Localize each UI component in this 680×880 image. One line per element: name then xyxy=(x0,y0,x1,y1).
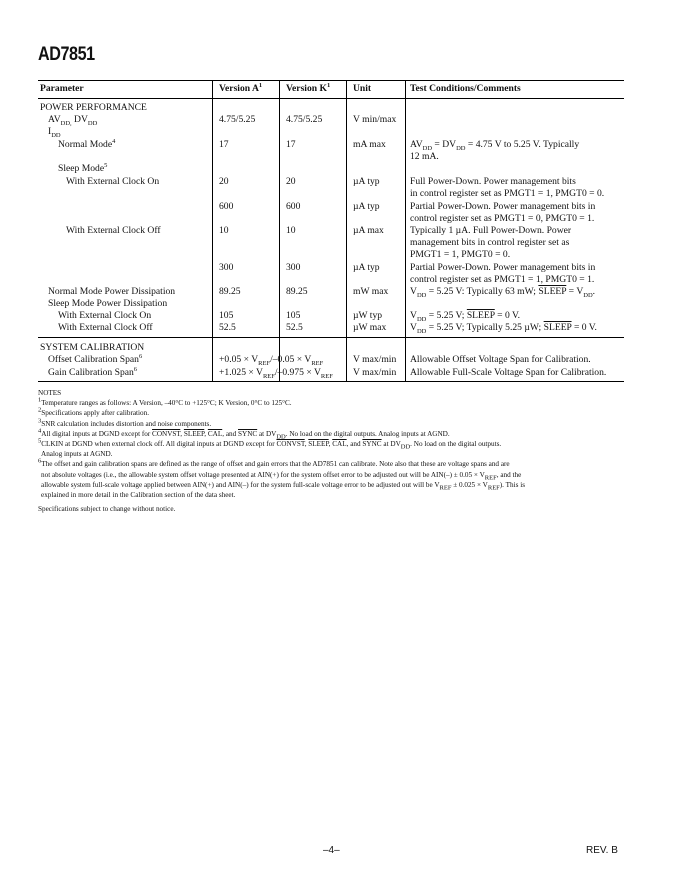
page-title: AD7851 xyxy=(38,44,95,65)
footnote: Analog inputs at AGND. xyxy=(41,450,113,459)
unit-value: V max/min xyxy=(353,354,397,365)
change-notice: Specifications subject to change without notice. xyxy=(38,505,176,514)
column-divider xyxy=(279,80,280,381)
row-label: Normal Mode Power Dissipation xyxy=(48,286,176,297)
row-label: Normal Mode$^4$ xyxy=(58,137,116,150)
comment: Typically 1 µA. Full Power-Down. Power xyxy=(410,225,572,236)
unit-value: µW max xyxy=(353,322,387,333)
row-label: With External Clock Off xyxy=(58,322,153,333)
footnote: explained in more detail in the Calibration section of the data sheet. xyxy=(41,491,236,500)
header-version-a: Version $A^1$ xyxy=(219,81,263,94)
footnote: $^6$The offset and gain calibration spans are defined as the range of offset and gain errors that the AD7851 can calibrate. Note also that these are voltage spans and are xyxy=(38,458,510,469)
comment: Partial Power-Down. Power management bits in xyxy=(410,262,596,273)
column-divider xyxy=(405,80,406,381)
version-a-value: 105 xyxy=(219,310,234,321)
footnote: $^5$CLKIN at DGND when external clock off. All digital inputs at DGND except for CONVST, SLEEP, $\overline{CAL}$, and SYNC at $DV_{DD}$. No load on the digital outputs. xyxy=(38,437,502,451)
row-label: Sleep Mode$^5$ xyxy=(58,161,108,174)
footnote: allowable system full-scale voltage applied between AIN(+) and AIN(–) for the system full-scale voltage error to be adjusted out will be $V_{REF} \pm 0.025 \times V_{REF}$). This is xyxy=(41,480,526,492)
column-divider xyxy=(346,80,347,381)
notes-heading: NOTES xyxy=(38,389,62,397)
row-label: With External Clock On xyxy=(58,310,152,321)
comment: management bits in control register set as xyxy=(410,237,570,248)
header-parameter: Parameter xyxy=(40,83,84,94)
unit-value: µA typ xyxy=(353,201,380,212)
comment: control register set as PMGT1 = 1, PMGT0 = 1. xyxy=(410,274,595,285)
version-k-value: 17 xyxy=(286,139,296,150)
version-value: $+1.025 \times V_{REF}/-0.975 \times V_{REF}$ xyxy=(219,367,333,380)
comment: $V_{DD} = 5.25$ V: Typically 63 mW; SLEEP = $V_{DD}$. xyxy=(410,286,596,299)
unit-value: µA typ xyxy=(353,262,380,273)
version-k-value: 300 xyxy=(286,262,301,273)
revision-label: REV. B xyxy=(586,845,618,856)
comment: Partial Power-Down. Power management bits in xyxy=(410,201,596,212)
row-label: Sleep Mode Power Dissipation xyxy=(48,298,168,309)
section-rule xyxy=(38,337,624,338)
header-unit: Unit xyxy=(353,83,372,94)
footnote: $^1$Temperature ranges as follows: A Version, –40°C to +125°C; K Version, 0°C to 125°C. xyxy=(38,396,292,408)
footnote: $^2$Specifications apply after calibration. xyxy=(38,407,150,418)
section-heading: SYSTEM CALIBRATION xyxy=(40,342,145,353)
row-label: With External Clock On xyxy=(66,176,160,187)
comment: $V_{DD} = 5.25$ V; Typically 5.25 µW; SLEEP = 0 V. xyxy=(410,322,597,335)
comment: Full Power-Down. Power management bits xyxy=(410,176,576,187)
version-k-value: 20 xyxy=(286,176,296,187)
comment: control register set as PMGT1 = 0, PMGT0 = 1. xyxy=(410,213,595,224)
version-k-value: 52.5 xyxy=(286,322,303,333)
version-k-value: 4.75/5.25 xyxy=(286,114,323,125)
comment: Allowable Full-Scale Voltage Span for Calibration. xyxy=(410,367,607,378)
unit-value: mA max xyxy=(353,139,386,150)
header-version-k: Version $K^1$ xyxy=(286,81,331,94)
comment: PMGT1 = 1, PMGT0 = 0. xyxy=(410,249,511,260)
notes-section xyxy=(38,388,628,514)
comment: in control register set as PMGT1 = 1, PMGT0 = 0. xyxy=(410,188,605,199)
version-a-value: 10 xyxy=(219,225,229,236)
comment: $V_{DD} = 5.25$ V; SLEEP = 0 V. xyxy=(410,310,521,323)
row-label: Offset Calibration Span$^6$ xyxy=(48,352,143,365)
row-label: $I_{DD}$ xyxy=(48,126,61,139)
unit-value: mW max xyxy=(353,286,389,297)
comment: 12 mA. xyxy=(410,151,439,162)
column-divider xyxy=(212,80,213,381)
row-label: With External Clock Off xyxy=(66,225,161,236)
version-a-value: 52.5 xyxy=(219,322,236,333)
footnote: $^4$All digital inputs at DGND except for CONVST, SLEEP, $\overline{CAL}$, and SYNC at $DV_{DD}$. No load on the digital outputs. Analog inputs at AGND. xyxy=(38,427,450,441)
table-bottom-rule xyxy=(38,381,624,382)
version-k-value: 10 xyxy=(286,225,296,236)
footnote: $^3$SNR calculation includes distortion and noise components. xyxy=(38,417,212,428)
version-a-value: 20 xyxy=(219,176,229,187)
version-a-value: 4.75/5.25 xyxy=(219,114,256,125)
header-rule xyxy=(38,98,624,99)
version-value: $+0.05 \times V_{REF}/-0.05 \times V_{REF}$ xyxy=(219,354,324,367)
footnote: not absolute voltages (i.e., the allowable system offset voltage presented at AIN(+) for the system offset error to be adjusted out will be $AIN(-) \pm 0.05 \times V_{REF}$, and the xyxy=(41,470,522,482)
header-comments: Test Conditions/Comments xyxy=(410,83,521,94)
table-top-rule xyxy=(38,80,624,81)
version-a-value: 89.25 xyxy=(219,286,241,297)
unit-value: µA max xyxy=(353,225,384,236)
unit-value: V max/min xyxy=(353,367,397,378)
version-a-value: 600 xyxy=(219,201,234,212)
version-k-value: 600 xyxy=(286,201,301,212)
unit-value: µA typ xyxy=(353,176,380,187)
section-heading: POWER PERFORMANCE xyxy=(40,102,147,113)
unit-value: V min/max xyxy=(353,114,397,125)
comment: $AV_{DD} = DV_{DD} = 4.75$ V to 5.25 V. Typically xyxy=(410,139,580,152)
version-k-value: 89.25 xyxy=(286,286,308,297)
comment: Allowable Offset Voltage Span for Calibration. xyxy=(410,354,591,365)
page-number: –4– xyxy=(323,845,340,856)
version-a-value: 17 xyxy=(219,139,229,150)
unit-value: µW typ xyxy=(353,310,383,321)
version-a-value: 300 xyxy=(219,262,234,273)
row-label: $AV_{DD,}$ $DV_{DD}$ xyxy=(48,114,98,127)
version-k-value: 105 xyxy=(286,310,301,321)
row-label: Gain Calibration Span$^6$ xyxy=(48,365,138,378)
